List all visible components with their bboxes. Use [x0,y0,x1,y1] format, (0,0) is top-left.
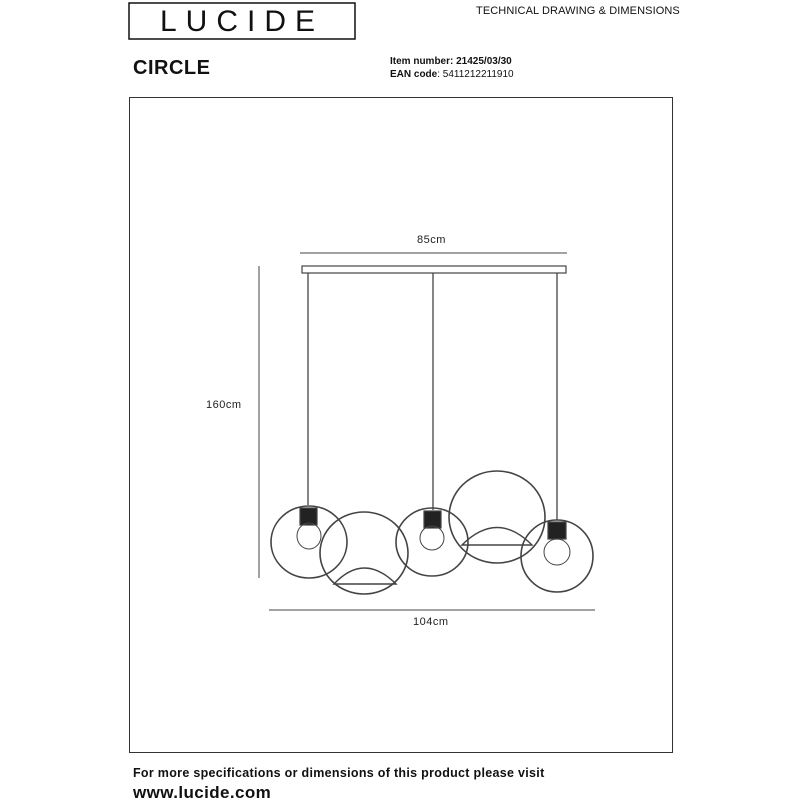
dimension-width-top: 85cm [417,234,446,246]
bulb-5 [544,539,570,565]
bulb-1 [297,523,321,549]
socket-5 [548,522,566,539]
ean-code-value: : 5411212211910 [437,69,514,80]
socket-1 [300,508,317,525]
footer-text: For more specifications or dimensions of this product please visit [133,766,545,780]
document-type-label: TECHNICAL DRAWING & DIMENSIONS [476,5,680,17]
website-link[interactable]: www.lucide.com [133,783,272,802]
shade-circle-4 [449,471,545,563]
bulb-3 [420,526,444,550]
shade-bowl-4 [462,528,532,546]
socket-3 [424,511,441,528]
svg-text:LUCIDE: LUCIDE [159,5,325,38]
item-number-value: 21425/03/30 [456,56,512,67]
ean-code-label: EAN code [390,69,438,80]
ceiling-canopy [302,266,566,273]
product-name: CIRCLE [133,57,211,79]
dimension-height: 160cm [206,399,242,411]
shade-bowl-2 [334,568,396,584]
item-number-label: Item number: [390,56,454,67]
dimension-width-bottom: 104cm [413,616,449,628]
shade-circle-2 [320,512,408,594]
